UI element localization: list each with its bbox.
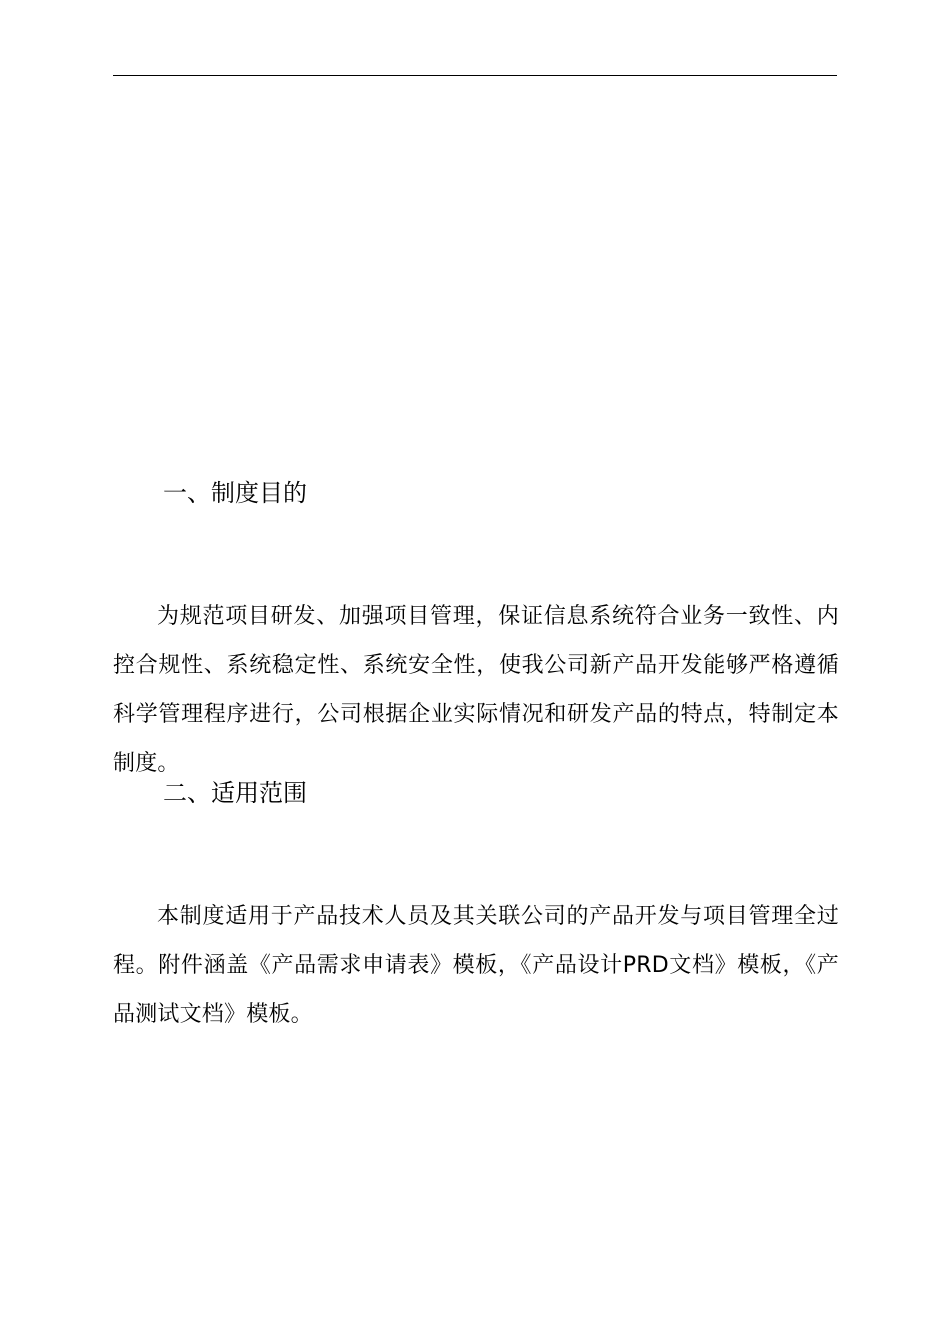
section-paragraph-purpose: 为规范项目研发、加强项目管理，保证信息系统符合业务一致性、内控合规性、系统稳定性、系统安全性，使我公司新产品开发能够严格遵循科学管理程序进行，公司根据企业实际情况和研发产品的特点，特制定本制度。 <box>113 604 839 776</box>
section-heading-purpose: 一、制度目的 <box>163 479 307 507</box>
section-heading-scope: 二、适用范围 <box>163 779 307 807</box>
section-paragraph-scope: 本制度适用于产品技术人员及其关联公司的产品开发与项目管理全过程。附件涵盖《产品需求申请表》模板，《产品设计PRD文档》模板，《产品测试文档》模板。 <box>113 904 839 1027</box>
header-rule <box>113 75 837 76</box>
